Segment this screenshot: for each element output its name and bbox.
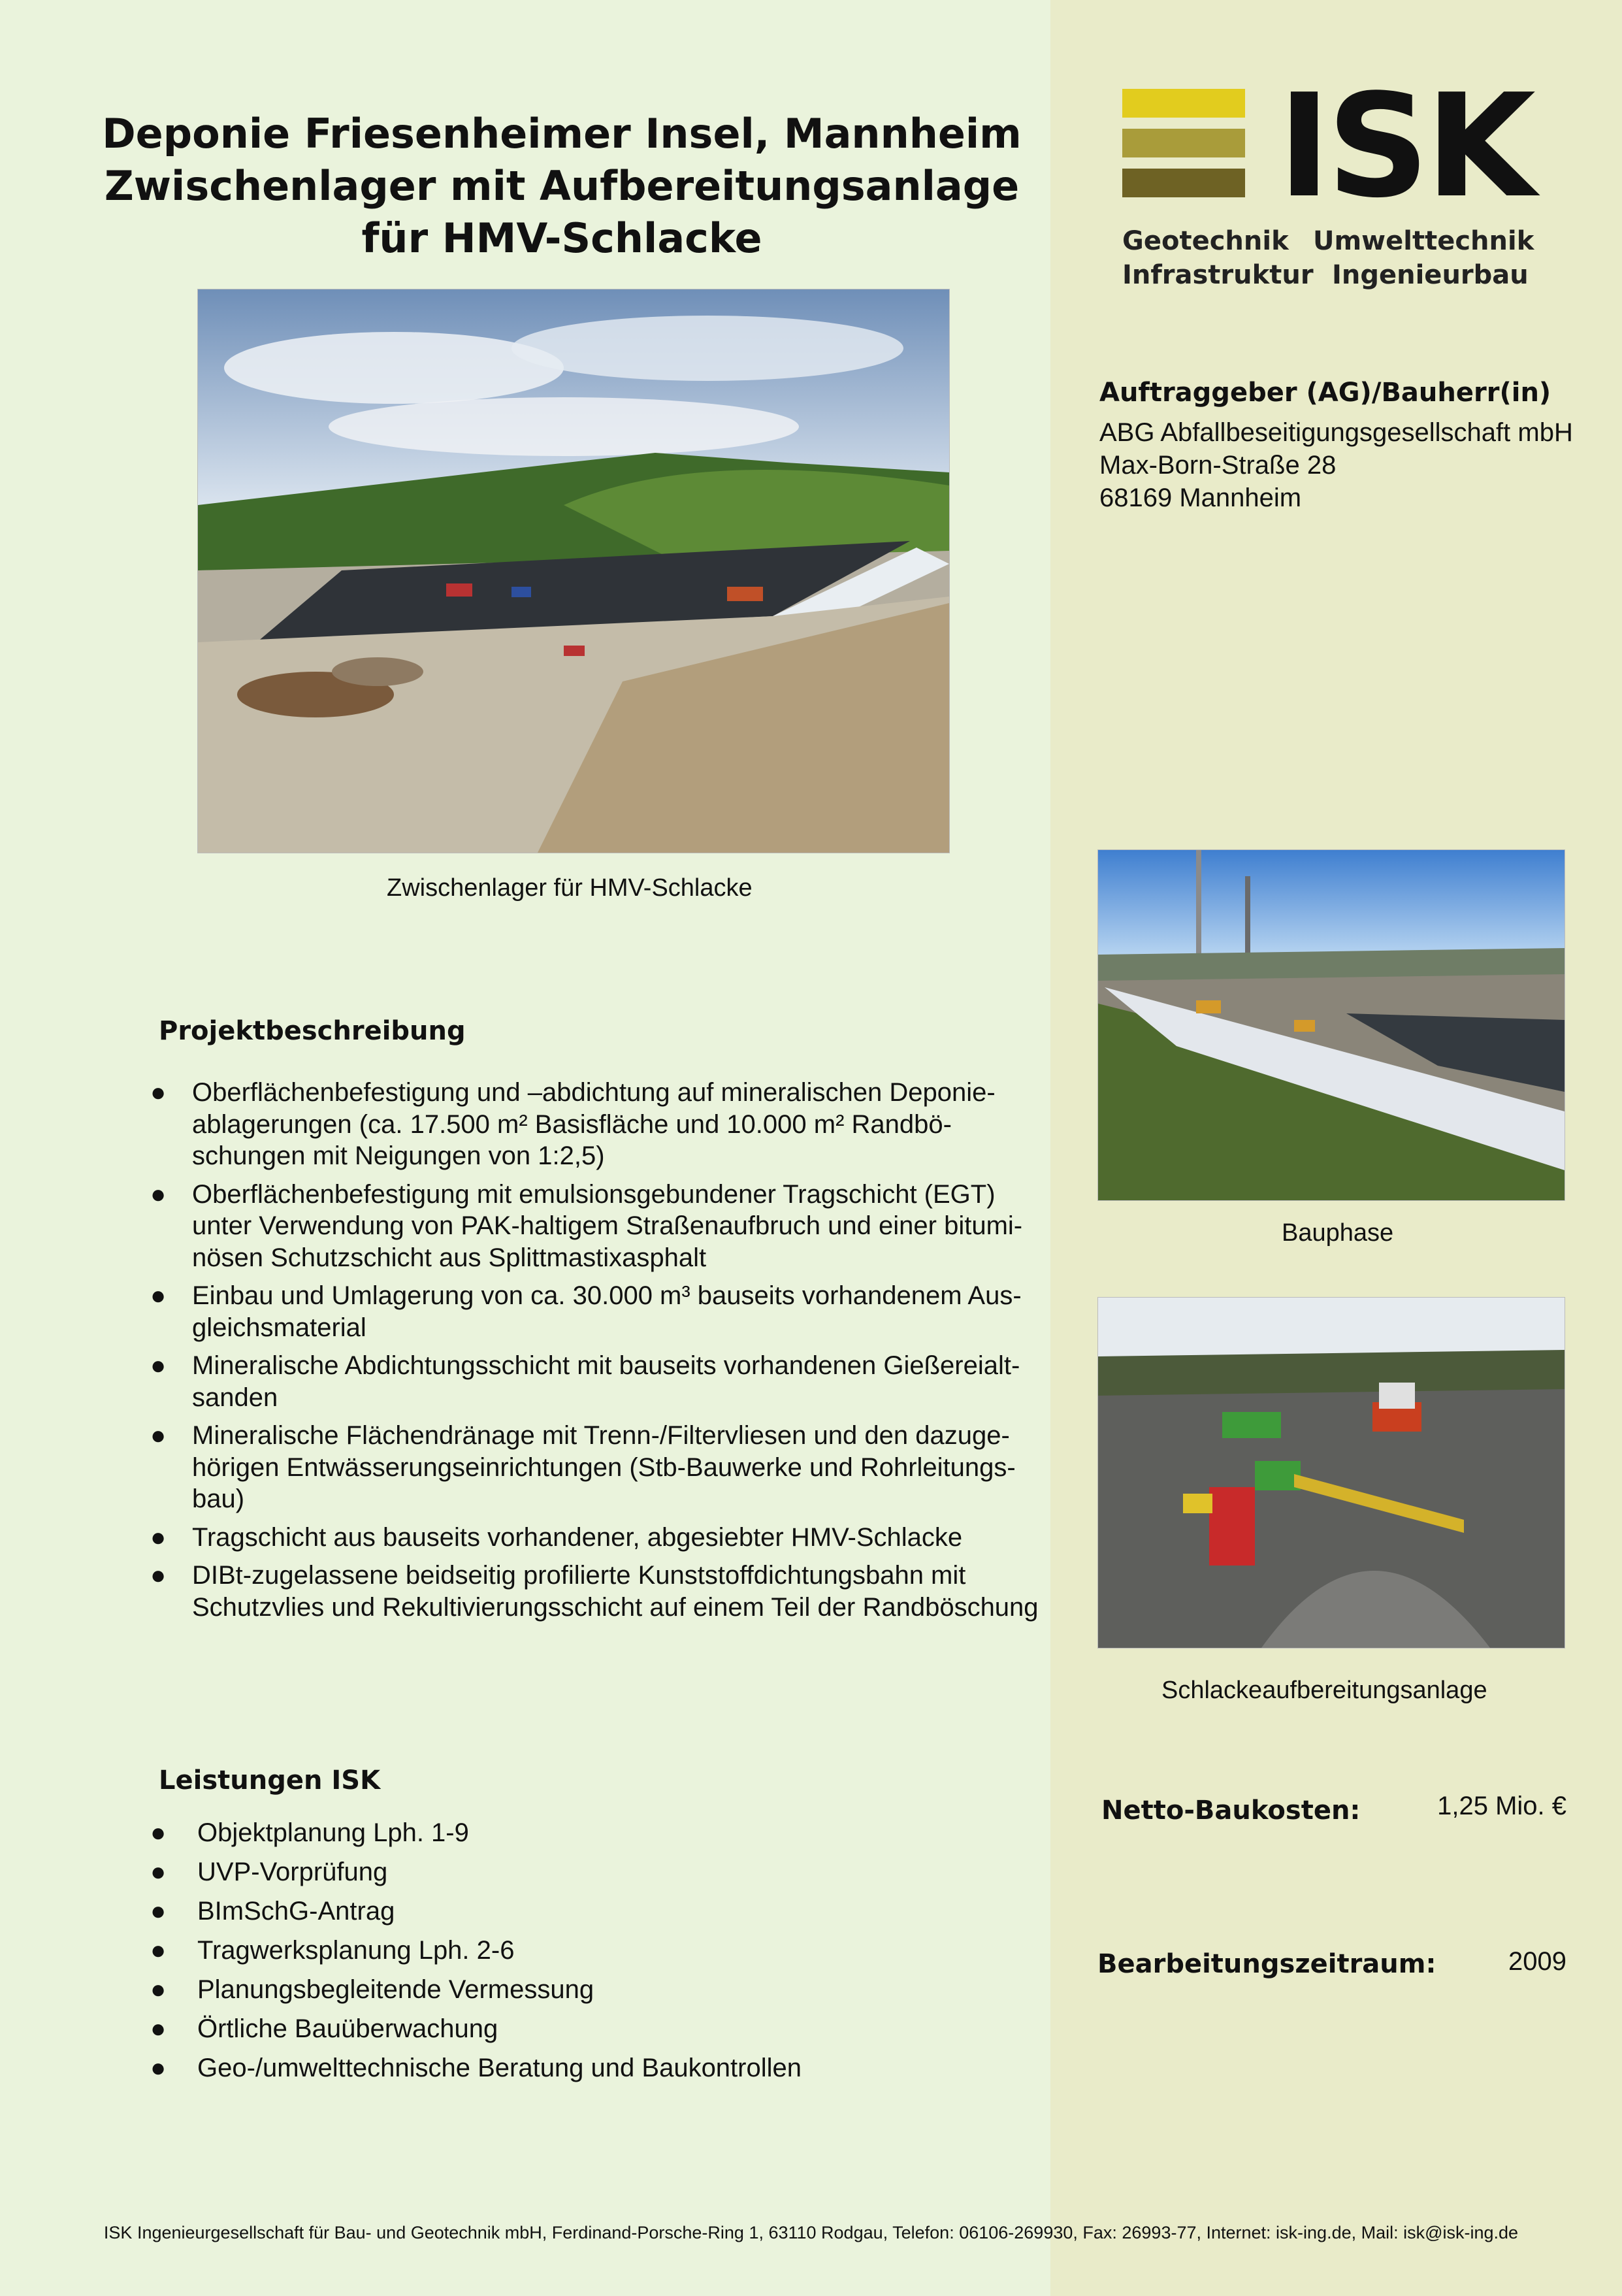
period-label: Bearbeitungszeitraum: xyxy=(1097,1949,1436,1979)
bullet-icon: ● xyxy=(150,1078,167,1107)
bullet-icon: ● xyxy=(150,1421,167,1450)
list-item xyxy=(150,1420,1065,1515)
list-item xyxy=(150,1816,802,1856)
title-line-2: Zwischenlager mit Aufbereitungsanlage xyxy=(104,162,1020,210)
bullet-icon: ● xyxy=(150,1522,167,1552)
logo-text: ISK xyxy=(1278,64,1533,229)
services-list xyxy=(150,1816,802,2091)
list-item xyxy=(150,1350,1065,1413)
bullet-icon: ● xyxy=(150,1351,167,1380)
logo-bar-olive xyxy=(1122,129,1245,157)
bullet-icon: ● xyxy=(150,1858,167,1886)
bullet-icon: ● xyxy=(150,1818,167,1847)
tagline-geotechnik: Geotechnik xyxy=(1122,226,1289,256)
title-line-1: Deponie Friesenheimer Insel, Mannheim xyxy=(102,110,1022,157)
list-item-text: Geo-/umwelttechnische Beratung und Baukontrollen xyxy=(197,2054,802,2082)
bullet-icon: ● xyxy=(150,1975,167,2004)
tagline-ingenieurbau: Ingenieurbau xyxy=(1332,260,1529,290)
list-item-text: BImSchG-Antrag xyxy=(197,1897,395,1926)
list-item-text: Oberflächenbefestigung und –abdichtung auf mineralischen Deponie- ablagerungen (ca. 17.500 m² Basisfläche und 10.000 m² Randbö- schungen mit Neigungen von 1:2,5) xyxy=(192,1078,996,1170)
bullet-icon: ● xyxy=(150,1897,167,1926)
list-item xyxy=(150,2012,802,2052)
bullet-icon: ● xyxy=(150,2054,167,2082)
list-item-text: UVP-Vorprüfung xyxy=(197,1858,388,1886)
period-value: 2009 xyxy=(1508,1947,1566,1976)
costs-label: Netto-Baukosten: xyxy=(1101,1796,1361,1826)
list-item-text: Einbau und Umlagerung von ca. 30.000 m³ bauseits vorhandenem Aus- gleichsmaterial xyxy=(192,1281,1022,1342)
construction-phase-photo xyxy=(1097,849,1565,1201)
services-heading: Leistungen ISK xyxy=(159,1765,381,1796)
list-item xyxy=(150,1522,1065,1554)
list-item-text: DIBt-zugelassene beidseitig profilierte Kunststoffdichtungsbahn mit Schutzvlies und Rekultivierungsschicht auf einem Teil der Randböschung xyxy=(192,1561,1039,1622)
list-item-text: Oberflächenbefestigung mit emulsionsgebundener Tragschicht (EGT) unter Verwendung von PAK-haltigem Straßenaufbruch und einer bitumi- nösen Schutzschicht aus Splittmastixasphalt xyxy=(192,1179,1023,1272)
footer-contact: ISK Ingenieurgesellschaft für Bau- und Geotechnik mbH, Ferdinand-Porsche-Ring 1, 63110 Rodgau, Telefon: 06106-269930, Fax: 26993-77, Internet: isk-ing.de, Mail: isk@isk-ing.de xyxy=(103,2223,1519,2242)
list-item-text: Planungsbegleitende Vermessung xyxy=(197,1975,594,2004)
logo-bar-brown xyxy=(1122,169,1245,197)
client-heading: Auftraggeber (AG)/Bauherr(in) xyxy=(1099,378,1551,408)
slag-plant-caption: Schlackeaufbereitungsanlage xyxy=(1161,1677,1487,1704)
list-item-text: Örtliche Bauüberwachung xyxy=(197,2014,498,2043)
list-item-text: Mineralische Abdichtungsschicht mit bauseits vorhandenen Gießereialt- sanden xyxy=(192,1351,1020,1412)
list-item xyxy=(150,1934,802,1973)
list-item xyxy=(150,1077,1065,1172)
list-item xyxy=(150,1179,1065,1274)
client-city: 68169 Mannheim xyxy=(1099,484,1302,512)
list-item xyxy=(150,1895,802,1934)
list-item xyxy=(150,2052,802,2091)
bullet-icon: ● xyxy=(150,1561,167,1590)
title-line-3: für HMV-Schlacke xyxy=(361,214,762,262)
list-item xyxy=(150,1560,1065,1623)
client-company: ABG Abfallbeseitigungsgesellschaft mbH xyxy=(1099,418,1573,447)
tagline-umwelttechnik: Umwelttechnik xyxy=(1313,226,1534,256)
description-list xyxy=(150,1077,1065,1630)
list-item-text: Mineralische Flächendränage mit Trenn-/Filtervliesen und den dazuge- hörigen Entwässerungseinrichtungen (Stb-Bauwerke und Rohrleitungs- bau) xyxy=(192,1421,1016,1513)
logo-bar-yellow xyxy=(1122,89,1245,118)
main-photo-caption: Zwischenlager für HMV-Schlacke xyxy=(387,874,753,902)
tagline-infrastruktur: Infrastruktur xyxy=(1122,260,1314,290)
list-item xyxy=(150,1280,1065,1343)
list-item-text: Tragwerksplanung Lph. 2-6 xyxy=(197,1936,515,1965)
isk-logo xyxy=(1122,64,1540,301)
description-heading: Projektbeschreibung xyxy=(159,1016,466,1046)
list-item-text: Objektplanung Lph. 1-9 xyxy=(197,1818,469,1847)
page-title xyxy=(39,108,1084,265)
construction-phase-caption: Bauphase xyxy=(1282,1219,1394,1247)
bullet-icon: ● xyxy=(150,1936,167,1965)
bullet-icon: ● xyxy=(150,2014,167,2043)
client-street: Max-Born-Straße 28 xyxy=(1099,451,1337,480)
costs-value: 1,25 Mio. € xyxy=(1437,1792,1566,1820)
list-item-text: Tragschicht aus bauseits vorhandener, abgesiebter HMV-Schlacke xyxy=(192,1522,963,1552)
list-item xyxy=(150,1973,802,2012)
bullet-icon: ● xyxy=(150,1179,167,1209)
bullet-icon: ● xyxy=(150,1281,167,1310)
slag-plant-photo xyxy=(1097,1297,1565,1648)
list-item xyxy=(150,1856,802,1895)
main-photo-landfill xyxy=(197,289,950,853)
